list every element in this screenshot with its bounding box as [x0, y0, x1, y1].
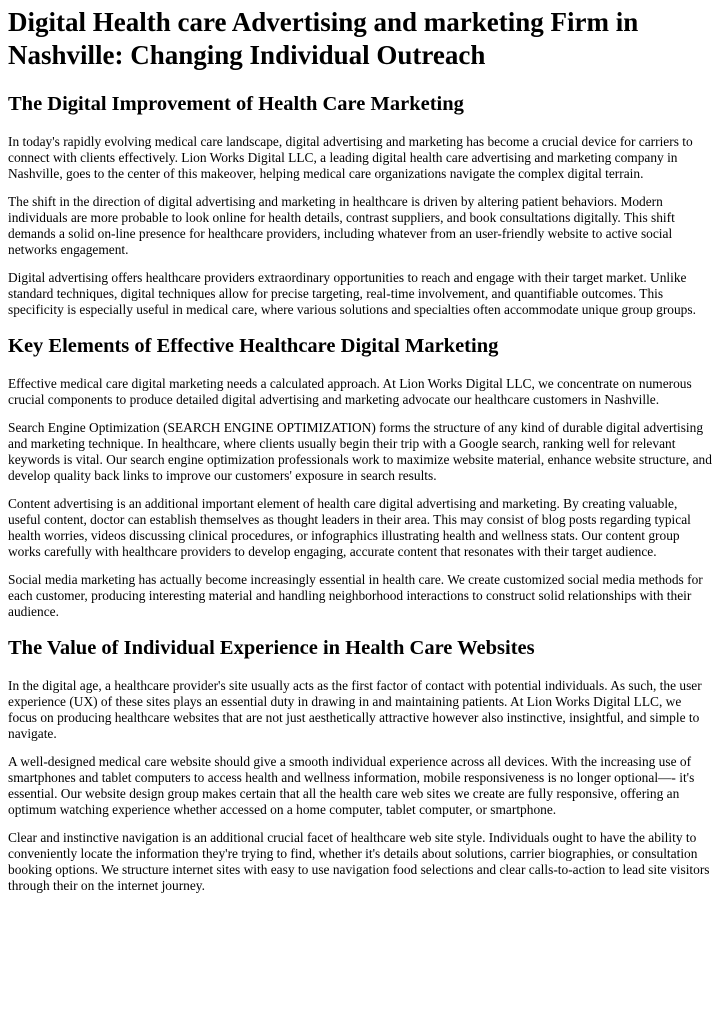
paragraph: Social media marketing has actually become increasingly essential in health care. We create customized social media methods for each customer, producing interesting material and handling neighborhood interactions to construct solid relationships with their audience. [8, 572, 703, 619]
section-user-experience [8, 636, 712, 894]
paragraph: In today's rapidly evolving medical care landscape, digital advertising and marketing has become a crucial device for carriers to connect with clients effectively. Lion Works Digital LLC, a leading digital health care advertising and marketing company in Nashville, goes to the center of this makeover, helping medical care organizations navigate the complex digital terrain. [8, 134, 693, 181]
paragraph: Effective medical care digital marketing needs a calculated approach. At Lion Works Digital LLC, we concentrate on numerous crucial components to produce detailed digital advertising and marketing advocate our healthcare customers in Nashville. [8, 376, 692, 407]
paragraph: Search Engine Optimization (SEARCH ENGINE OPTIMIZATION) forms the structure of any kind of durable digital advertising and marketing technique. In healthcare, where clients usually begin their trip with a Google search, ranking well for relevant keywords is vital. Our search engine optimization professionals work to maximize website material, enhance website structure, and develop quality back links to improve our customers' exposure in search results. [8, 420, 712, 483]
paragraph: Clear and instinctive navigation is an additional crucial facet of healthcare web site style. Individuals ought to have the ability to conveniently locate the information they're trying to find, whether it's details about solutions, carrier biographies, or consultation booking options. We structure internet sites with easy to use navigation food selections and clear calls-to-action to lead site visitors through their on the internet journey. [8, 830, 710, 893]
paragraph: In the digital age, a healthcare provider's site usually acts as the first factor of contact with potential individuals. As such, the user experience (UX) of these sites plays an essential duty in drawing in and maintaining patients. At Lion Works Digital LLC, we focus on producing healthcare websites that are not just aesthetically attractive however also instinctive, insightful, and simple to navigate. [8, 678, 702, 741]
section-heading: The Value of Individual Experience in Health Care Websites [8, 637, 535, 659]
paragraph: The shift in the direction of digital advertising and marketing in healthcare is driven by altering patient behaviors. Modern individuals are more probable to look online for health details, contrast suppliers, and book consultations digitally. This shift demands a solid on-line presence for healthcare providers, including whatever from an user-friendly website to active social networks engagement. [8, 194, 675, 257]
section-digital-improvement [8, 92, 712, 318]
page-title: Digital Health care Advertising and marketing Firm in Nashville: Changing Individual Outreach [8, 7, 639, 70]
section-key-elements [8, 334, 712, 620]
paragraph: Content advertising is an additional important element of health care digital advertising and marketing. By creating valuable, useful content, doctor can establish themselves as thought leaders in their area. This may consist of blog posts regarding typical health worries, videos discussing clinical procedures, or infographics illustrating health and wellness stats. Our content group works carefully with healthcare providers to develop engaging, accurate content that resonates with their target audience. [8, 496, 691, 559]
paragraph: A well-designed medical care website should give a smooth individual experience across all devices. With the increasing use of smartphones and tablet computers to access health and wellness information, mobile responsiveness is no longer optional—- it's essential. Our website design group makes certain that all the health care web sites we create are fully responsive, offering an optimum watching experience whether accessed on a home computer, tablet computer, or smartphone. [8, 754, 695, 817]
paragraph: Digital advertising offers healthcare providers extraordinary opportunities to reach and engage with their target market. Unlike standard techniques, digital techniques allow for precise targeting, real-time involvement, and quantifiable outcomes. This specificity is especially useful in medical care, where various solutions and specialties often accommodate unique group groups. [8, 270, 696, 317]
section-heading: Key Elements of Effective Healthcare Digital Marketing [8, 335, 499, 357]
section-heading: The Digital Improvement of Health Care Marketing [8, 93, 464, 115]
